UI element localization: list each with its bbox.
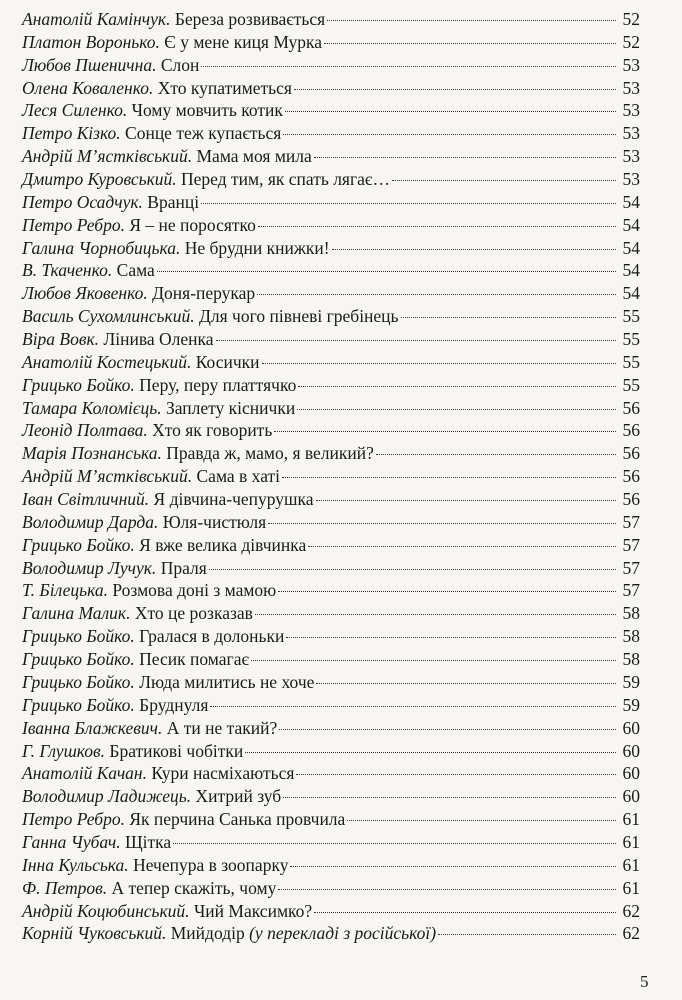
toc-entry bbox=[22, 465, 640, 488]
toc-author: Т. Білецька. bbox=[22, 580, 108, 601]
toc-page-number: 61 bbox=[622, 877, 640, 898]
dot-leader bbox=[262, 363, 616, 364]
toc-page-number: 62 bbox=[622, 900, 640, 921]
toc-title: Слон bbox=[160, 54, 200, 75]
toc-title: Бруднуля bbox=[139, 694, 209, 715]
toc-author: Анатолій Качан. bbox=[22, 763, 147, 784]
dot-leader bbox=[255, 614, 616, 615]
toc-author: Грицько Бойко. bbox=[22, 374, 135, 395]
toc-page-number: 58 bbox=[622, 649, 640, 670]
toc-title: Я вже велика дівчинка bbox=[139, 534, 307, 555]
toc-author: Ф. Петров. bbox=[22, 877, 108, 898]
toc-author: Олена Коваленко. bbox=[22, 77, 154, 98]
toc-entry bbox=[22, 145, 640, 168]
toc-author: Володимир Ладижець. bbox=[22, 786, 192, 807]
toc-page-number: 54 bbox=[622, 260, 640, 281]
toc-entry bbox=[22, 671, 640, 694]
toc-entry bbox=[22, 214, 640, 237]
toc-author: Любов Пшенична. bbox=[22, 54, 157, 75]
toc-title: Песик помагає bbox=[139, 649, 249, 670]
toc-page-number: 62 bbox=[622, 923, 640, 944]
toc-entry bbox=[22, 351, 640, 374]
dot-leader bbox=[251, 660, 616, 661]
toc-title-note: (у перекладі з російської) bbox=[249, 923, 437, 944]
toc-entry bbox=[22, 31, 640, 54]
toc-page-number: 58 bbox=[622, 603, 640, 624]
dot-leader bbox=[173, 843, 616, 844]
toc-title: А ти не такий? bbox=[166, 717, 278, 738]
toc-page-number: 59 bbox=[622, 694, 640, 715]
toc-page-number: 56 bbox=[622, 420, 640, 441]
toc-title: Сама в хаті bbox=[196, 466, 281, 487]
toc-author: Леся Силенко. bbox=[22, 100, 128, 121]
toc-author: Грицько Бойко. bbox=[22, 649, 135, 670]
dot-leader bbox=[438, 934, 616, 935]
toc-author: Іванна Блажкевич. bbox=[22, 717, 163, 738]
toc-title: Правда ж, мамо, я великий? bbox=[166, 443, 374, 464]
dot-leader bbox=[285, 111, 616, 112]
dot-leader bbox=[268, 523, 616, 524]
dot-leader bbox=[376, 454, 616, 455]
toc-title: Косички bbox=[195, 351, 260, 372]
toc-author: Любов Яковенко. bbox=[22, 283, 148, 304]
toc-entry bbox=[22, 77, 640, 100]
toc-page-number: 54 bbox=[622, 214, 640, 235]
toc-author: Грицько Бойко. bbox=[22, 626, 135, 647]
toc-title: Щітка bbox=[125, 831, 172, 852]
toc-entry bbox=[22, 122, 640, 145]
toc-page-number: 54 bbox=[622, 283, 640, 304]
toc-entry bbox=[22, 99, 640, 122]
dot-leader bbox=[282, 477, 616, 478]
toc-title: Гралася в долоньки bbox=[139, 626, 285, 647]
toc-entry bbox=[22, 397, 640, 420]
toc-title: Перу, перу платтячко bbox=[139, 374, 297, 395]
toc-author: Андрій М’ястківський. bbox=[22, 146, 193, 167]
dot-leader bbox=[283, 797, 616, 798]
toc-title: Хто як говорить bbox=[152, 420, 273, 441]
toc-page-number: 58 bbox=[622, 626, 640, 647]
toc-page-number: 57 bbox=[622, 534, 640, 555]
toc-author: Корній Чуковський. bbox=[22, 923, 167, 944]
toc-title: Для чого півневі гребінець bbox=[198, 306, 399, 327]
dot-leader bbox=[279, 729, 616, 730]
toc-author: Грицько Бойко. bbox=[22, 534, 135, 555]
toc-entry bbox=[22, 785, 640, 808]
toc-entry bbox=[22, 534, 640, 557]
toc-title: Я – не поросятко bbox=[129, 214, 256, 235]
toc-title: Лінива Оленка bbox=[103, 329, 214, 350]
toc-title: Праля bbox=[160, 557, 207, 578]
toc-author: Галина Чорнобицька. bbox=[22, 237, 181, 258]
toc-page-number: 53 bbox=[622, 146, 640, 167]
toc-entry bbox=[22, 54, 640, 77]
toc-entry bbox=[22, 191, 640, 214]
toc-page-number: 53 bbox=[622, 100, 640, 121]
toc-entry bbox=[22, 511, 640, 534]
toc-author: Андрій М’ястківський. bbox=[22, 466, 193, 487]
toc-entry bbox=[22, 922, 640, 945]
toc-title: Кури насміхаються bbox=[151, 763, 295, 784]
toc-author: Платон Воронько. bbox=[22, 31, 160, 52]
toc-title: Хто купатиметься bbox=[157, 77, 292, 98]
dot-leader bbox=[294, 89, 616, 90]
toc-title: Доня-перукар bbox=[152, 283, 256, 304]
toc-title: Сонце теж купається bbox=[125, 123, 282, 144]
toc-page-number: 55 bbox=[622, 306, 640, 327]
toc-title: Вранці bbox=[147, 191, 200, 212]
dot-leader bbox=[201, 203, 616, 204]
dot-leader bbox=[316, 500, 616, 501]
toc-entry bbox=[22, 831, 640, 854]
toc-author: Марія Познанська. bbox=[22, 443, 162, 464]
dot-leader bbox=[283, 134, 616, 135]
toc-page-number: 61 bbox=[622, 854, 640, 875]
toc-author: Василь Сухомлинський. bbox=[22, 306, 195, 327]
toc-author: Володимир Лучук. bbox=[22, 557, 157, 578]
toc-entry bbox=[22, 442, 640, 465]
toc-entry bbox=[22, 648, 640, 671]
dot-leader bbox=[297, 409, 616, 410]
dot-leader bbox=[347, 820, 616, 821]
toc-page-number: 54 bbox=[622, 237, 640, 258]
toc-title: Хто це розказав bbox=[134, 603, 253, 624]
toc-title: Заплету кіснички bbox=[165, 397, 296, 418]
dot-leader bbox=[216, 340, 616, 341]
toc-entry bbox=[22, 168, 640, 191]
toc-entry bbox=[22, 717, 640, 740]
toc-author: Іван Світличний. bbox=[22, 489, 150, 510]
toc-entry bbox=[22, 259, 640, 282]
dot-leader bbox=[278, 591, 616, 592]
dot-leader bbox=[209, 569, 616, 570]
toc-author: Грицько Бойко. bbox=[22, 671, 135, 692]
toc-title: Є у мене киця Мурка bbox=[164, 31, 322, 52]
toc-title: Чому мовчить котик bbox=[131, 100, 283, 121]
toc-author: Галина Малик. bbox=[22, 603, 131, 624]
toc-title: Як перчина Санька провчила bbox=[129, 809, 346, 830]
toc-page-number: 53 bbox=[622, 169, 640, 190]
toc-author: Анатолій Костецький. bbox=[22, 351, 192, 372]
toc-entry bbox=[22, 808, 640, 831]
dot-leader bbox=[257, 294, 616, 295]
toc-title: Не брудни книжки! bbox=[184, 237, 330, 258]
dot-leader bbox=[332, 249, 616, 250]
dot-leader bbox=[201, 66, 616, 67]
toc-author: Грицько Бойко. bbox=[22, 694, 135, 715]
toc-entry bbox=[22, 237, 640, 260]
toc-author: Анатолій Камінчук. bbox=[22, 9, 171, 29]
dot-leader bbox=[278, 889, 616, 890]
toc-entry bbox=[22, 602, 640, 625]
toc-author: Дмитро Куровський. bbox=[22, 169, 177, 190]
dot-leader bbox=[258, 226, 616, 227]
toc-title: Я дівчина-чепурушка bbox=[153, 489, 314, 510]
toc-page-number: 55 bbox=[622, 374, 640, 395]
toc-entry bbox=[22, 282, 640, 305]
toc-author: Петро Кізко. bbox=[22, 123, 121, 144]
toc-title: Розмова доні з мамою bbox=[112, 580, 277, 601]
toc-title: Сама bbox=[116, 260, 155, 281]
dot-leader bbox=[157, 271, 616, 272]
dot-leader bbox=[314, 157, 616, 158]
toc-entry bbox=[22, 305, 640, 328]
dot-leader bbox=[290, 866, 616, 867]
toc-title: Чий Максимко? bbox=[193, 900, 313, 921]
toc-page-number: 61 bbox=[622, 809, 640, 830]
toc-page-number: 60 bbox=[622, 717, 640, 738]
dot-leader bbox=[274, 431, 616, 432]
toc-entry bbox=[22, 854, 640, 877]
toc-title: Хитрий зуб bbox=[195, 786, 282, 807]
toc-author: В. Ткаченко. bbox=[22, 260, 113, 281]
dot-leader bbox=[286, 637, 616, 638]
toc-entry bbox=[22, 877, 640, 900]
toc-author: Ганна Чубач. bbox=[22, 831, 121, 852]
toc-page-number: 60 bbox=[622, 763, 640, 784]
dot-leader bbox=[298, 386, 616, 387]
toc-author: Володимир Дарда. bbox=[22, 511, 159, 532]
toc-page-number: 57 bbox=[622, 557, 640, 578]
toc-author: Інна Кульська. bbox=[22, 854, 129, 875]
dot-leader bbox=[296, 774, 616, 775]
toc-author: Петро Осадчук. bbox=[22, 191, 143, 212]
toc-title: Братикові чобітки bbox=[109, 740, 244, 761]
toc-entry bbox=[22, 557, 640, 580]
toc-page-number: 57 bbox=[622, 511, 640, 532]
dot-leader bbox=[245, 752, 616, 753]
dot-leader bbox=[308, 546, 616, 547]
dot-leader bbox=[210, 706, 616, 707]
toc-entry bbox=[22, 579, 640, 602]
toc-title: Юля-чистюля bbox=[162, 511, 267, 532]
toc-page-number: 61 bbox=[622, 831, 640, 852]
toc-entry bbox=[22, 762, 640, 785]
toc-page-number: 52 bbox=[622, 9, 640, 29]
toc-page-number: 54 bbox=[622, 191, 640, 212]
toc-entry bbox=[22, 328, 640, 351]
toc-entry bbox=[22, 900, 640, 923]
toc-author: Петро Ребро. bbox=[22, 809, 125, 830]
dot-leader bbox=[316, 683, 616, 684]
toc-page-number: 55 bbox=[622, 351, 640, 372]
toc-title: А тепер скажіть, чому bbox=[111, 877, 277, 898]
dot-leader bbox=[401, 317, 616, 318]
toc-title: Перед тим, як спать лягає… bbox=[181, 169, 390, 190]
toc-page-number: 56 bbox=[622, 489, 640, 510]
toc-author: Віра Вовк. bbox=[22, 329, 100, 350]
dot-leader bbox=[327, 20, 616, 21]
dot-leader bbox=[314, 912, 616, 913]
toc-page-number: 53 bbox=[622, 54, 640, 75]
toc-page-number: 53 bbox=[622, 123, 640, 144]
dot-leader bbox=[392, 180, 616, 181]
toc-author: Тамара Коломієць. bbox=[22, 397, 162, 418]
dot-leader bbox=[324, 43, 616, 44]
toc-title: Мийдодір bbox=[170, 923, 245, 944]
toc-entry bbox=[22, 694, 640, 717]
toc-page-number: 57 bbox=[622, 580, 640, 601]
toc-author: Г. Глушков. bbox=[22, 740, 106, 761]
toc-page-number: 53 bbox=[622, 77, 640, 98]
toc-title: Мама моя мила bbox=[196, 146, 312, 167]
toc-entry bbox=[22, 488, 640, 511]
toc-page-number: 55 bbox=[622, 329, 640, 350]
toc-entry bbox=[22, 625, 640, 648]
table-of-contents bbox=[22, 8, 640, 945]
toc-entry bbox=[22, 419, 640, 442]
toc-page-number: 56 bbox=[622, 443, 640, 464]
toc-page-number: 56 bbox=[622, 466, 640, 487]
toc-title: Береза розвивається bbox=[174, 9, 326, 29]
toc-page-number: 60 bbox=[622, 786, 640, 807]
toc-page-number: 56 bbox=[622, 397, 640, 418]
toc-entry bbox=[22, 740, 640, 763]
toc-title: Нечепура в зоопарку bbox=[133, 854, 289, 875]
toc-author: Леонід Полтава. bbox=[22, 420, 148, 441]
toc-entry bbox=[22, 8, 640, 31]
toc-entry bbox=[22, 374, 640, 397]
toc-author: Петро Ребро. bbox=[22, 214, 125, 235]
toc-page-number: 52 bbox=[622, 31, 640, 52]
toc-title: Люда милитись не хоче bbox=[139, 671, 315, 692]
toc-page-number: 59 bbox=[622, 671, 640, 692]
toc-author: Андрій Коцюбинський. bbox=[22, 900, 190, 921]
page-number: 5 bbox=[640, 972, 649, 991]
toc-page-number: 60 bbox=[622, 740, 640, 761]
